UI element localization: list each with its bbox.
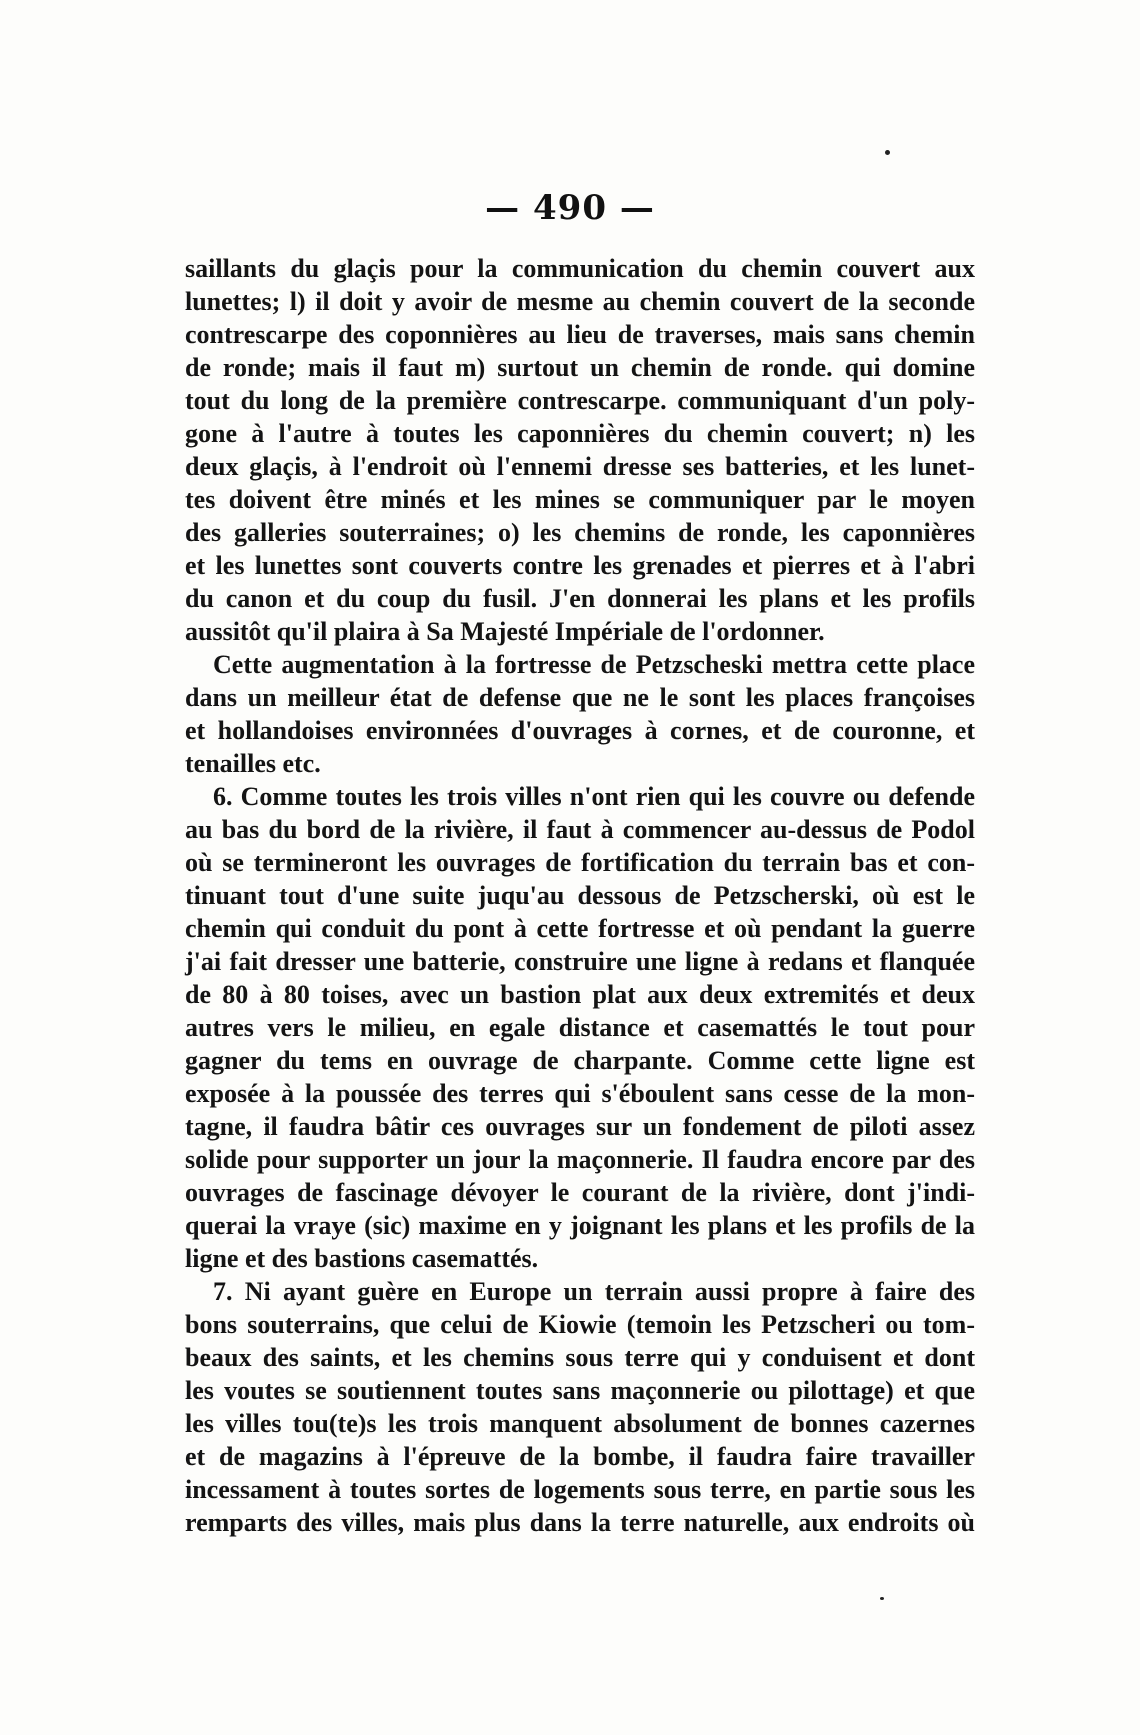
text-line: et hollandoises environnées d'ouvrages à cornes, et de couronne, et	[185, 716, 975, 745]
text-line: au bas du bord de la rivière, il faut à commencer au-dessus de Podol	[185, 815, 975, 844]
text-line: saillants du glaçis pour la communication du chemin couvert aux	[185, 254, 975, 283]
text-line: tinuant tout d'une suite juqu'au dessous de Petzscherski, où est le	[185, 881, 975, 910]
text-line: solide pour supporter un jour la maçonnerie. Il faudra encore par des	[185, 1145, 975, 1174]
text-line: gone à l'autre à toutes les caponnières du chemin couvert; n) les	[185, 419, 975, 448]
ink-speck	[880, 1597, 884, 1600]
text-line: 6. Comme toutes les trois villes n'ont rien qui les couvre ou defende	[213, 782, 975, 811]
text-line: les villes tou(te)s les trois manquent absolument de bonnes cazernes	[185, 1409, 975, 1438]
text-line: et les lunettes sont couverts contre les grenades et pierres et à l'abri	[185, 551, 975, 580]
text-line: autres vers le milieu, en egale distance et casemattés le tout pour	[185, 1013, 975, 1042]
text-line: remparts des villes, mais plus dans la terre naturelle, aux endroits où	[185, 1508, 975, 1537]
text-line: gagner du tems en ouvrage de charpante. Comme cette ligne est	[185, 1046, 975, 1075]
text-line: Cette augmentation à la fortresse de Petzscheski mettra cette place	[213, 650, 975, 679]
text-line: les voutes se soutiennent toutes sans maçonnerie ou pilottage) et que	[185, 1376, 975, 1405]
text-line: et de magazins à l'épreuve de la bombe, il faudra faire travailler	[185, 1442, 975, 1471]
text-line: bons souterrains, que celui de Kiowie (temoin les Petzscheri ou tom-	[185, 1310, 975, 1339]
text-line: ouvrages de fascinage dévoyer le courant de la rivière, dont j'indi-	[185, 1178, 975, 1207]
text-line: de 80 à 80 toises, avec un bastion plat aux deux extremités et deux	[185, 980, 975, 1009]
text-line: chemin qui conduit du pont à cette fortresse et où pendant la guerre	[185, 914, 975, 943]
text-line: incessament à toutes sortes de logements sous terre, en partie sous les	[185, 1475, 975, 1504]
text-line: querai la vraye (sic) maxime en y joignant les plans et les profils de la	[185, 1211, 975, 1240]
text-line: dans un meilleur état de defense que ne le sont les places françoises	[185, 683, 975, 712]
text-line: où se termineront les ouvrages de fortification du terrain bas et con-	[185, 848, 975, 877]
text-line: tout du long de la première contrescarpe. communiquant d'un poly-	[185, 386, 975, 415]
text-line: de ronde; mais il faut m) surtout un chemin de ronde. qui domine	[185, 353, 975, 382]
text-line: contrescarpe des coponnières au lieu de traverses, mais sans chemin	[185, 320, 975, 349]
text-line: aussitôt qu'il plaira à Sa Majesté Impériale de l'ordonner.	[185, 617, 825, 646]
text-line: exposée à la poussée des terres qui s'éboulent sans cesse de la mon-	[185, 1079, 975, 1108]
ink-speck	[885, 150, 890, 155]
text-line: tes doivent être minés et les mines se communiquer par le moyen	[185, 485, 975, 514]
text-line: du canon et du coup du fusil. J'en donnerai les plans et les profils	[185, 584, 975, 613]
text-line: tenailles etc.	[185, 749, 321, 778]
text-line: des galleries souterraines; o) les chemins de ronde, les caponnières	[185, 518, 975, 547]
text-line: lunettes; l) il doit y avoir de mesme au chemin couvert de la seconde	[185, 287, 975, 316]
page-number: — 490 —	[485, 188, 655, 228]
text-line: 7. Ni ayant guère en Europe un terrain aussi propre à faire des	[213, 1277, 975, 1306]
body-text	[185, 252, 975, 1539]
text-line: j'ai fait dresser une batterie, construire une ligne à redans et flanquée	[185, 947, 975, 976]
text-line: ligne et des bastions casemattés.	[185, 1244, 539, 1273]
text-line: tagne, il faudra bâtir ces ouvrages sur un fondement de piloti assez	[185, 1112, 975, 1141]
text-line: deux glaçis, à l'endroit où l'ennemi dresse ses batteries, et les lunet-	[185, 452, 975, 481]
text-line: beaux des saints, et les chemins sous terre qui y conduisent et dont	[185, 1343, 975, 1372]
